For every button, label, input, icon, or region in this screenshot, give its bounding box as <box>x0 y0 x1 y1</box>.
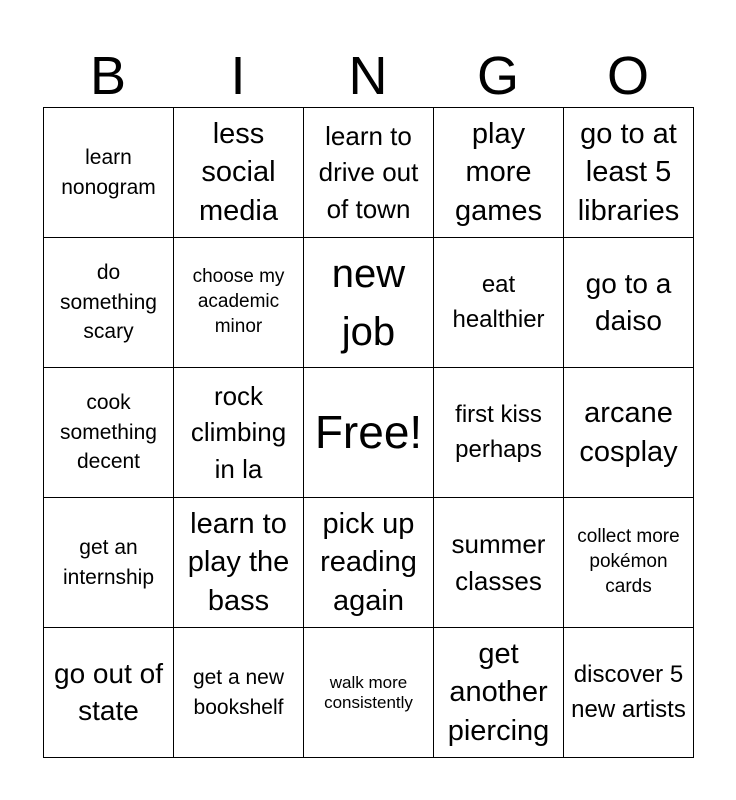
cell-text: play more games <box>454 118 543 227</box>
bingo-cell-o1[interactable] <box>564 108 694 238</box>
bingo-cell-i4[interactable] <box>174 498 304 628</box>
bingo-cell-g4[interactable] <box>434 498 564 628</box>
header-letter-n: N <box>348 46 388 106</box>
cell-text: less social media <box>199 118 278 227</box>
bingo-cell-i1[interactable] <box>174 108 304 238</box>
bingo-cell-b3[interactable] <box>44 368 174 498</box>
cell-text: do something scary <box>60 261 157 344</box>
cell-text: learn nonogram <box>61 146 156 199</box>
cell-text: go to at least 5 libraries <box>577 118 680 227</box>
bingo-cell-o3[interactable] <box>564 368 694 498</box>
cell-text: first kiss perhaps <box>455 400 542 463</box>
bingo-cell-b2[interactable] <box>44 238 174 368</box>
bingo-cell-i3[interactable] <box>174 368 304 498</box>
bingo-cell-g2[interactable] <box>434 238 564 368</box>
header-letter-b: B <box>89 46 127 106</box>
bingo-cell-b1[interactable] <box>44 108 174 238</box>
bingo-cell-free[interactable] <box>304 368 434 498</box>
cell-text: go to a daiso <box>585 268 672 336</box>
cell-text: cook something decent <box>60 391 157 474</box>
header-letter-o: O <box>606 46 649 106</box>
cell-text: summer classes <box>451 529 546 596</box>
bingo-cell-g5[interactable] <box>434 628 564 758</box>
cell-text: learn to play the bass <box>187 508 290 617</box>
bingo-cell-i2[interactable] <box>174 238 304 368</box>
cell-text: get a new bookshelf <box>192 666 285 719</box>
cell-text: learn to drive out of town <box>318 120 419 224</box>
cell-text: eat healthier <box>452 270 545 333</box>
cell-text: rock climbing in la <box>190 380 287 484</box>
cell-text: get another piercing <box>447 638 550 747</box>
bingo-cell-n2[interactable] <box>304 238 434 368</box>
cell-text: get an internship <box>62 536 155 589</box>
header-letter-g: G <box>476 46 519 106</box>
bingo-cell-i5[interactable] <box>174 628 304 758</box>
bingo-cell-n1[interactable] <box>304 108 434 238</box>
bingo-cell-g3[interactable] <box>434 368 564 498</box>
bingo-cell-o4[interactable] <box>564 498 694 628</box>
bingo-cell-n5[interactable] <box>304 628 434 758</box>
header-letter-i: I <box>230 46 246 106</box>
cell-text: pick up reading again <box>320 508 417 617</box>
bingo-board <box>43 107 694 758</box>
cell-text: choose my academic minor <box>192 266 285 337</box>
bingo-cell-b5[interactable] <box>44 628 174 758</box>
bingo-cell-o2[interactable] <box>564 238 694 368</box>
bingo-cell-b4[interactable] <box>44 498 174 628</box>
bingo-cell-g1[interactable] <box>434 108 564 238</box>
bingo-header <box>43 45 693 107</box>
cell-text: discover 5 new artists <box>571 660 686 723</box>
bingo-cell-n4[interactable] <box>304 498 434 628</box>
cell-text: collect more pokémon cards <box>577 526 680 597</box>
cell-text: arcane cosplay <box>579 397 678 468</box>
cell-text: walk more consistently <box>324 672 413 712</box>
cell-text: new job <box>331 251 406 354</box>
cell-text: go out of state <box>54 658 163 726</box>
bingo-cell-o5[interactable] <box>564 628 694 758</box>
free-space-text: Free! <box>314 406 423 459</box>
